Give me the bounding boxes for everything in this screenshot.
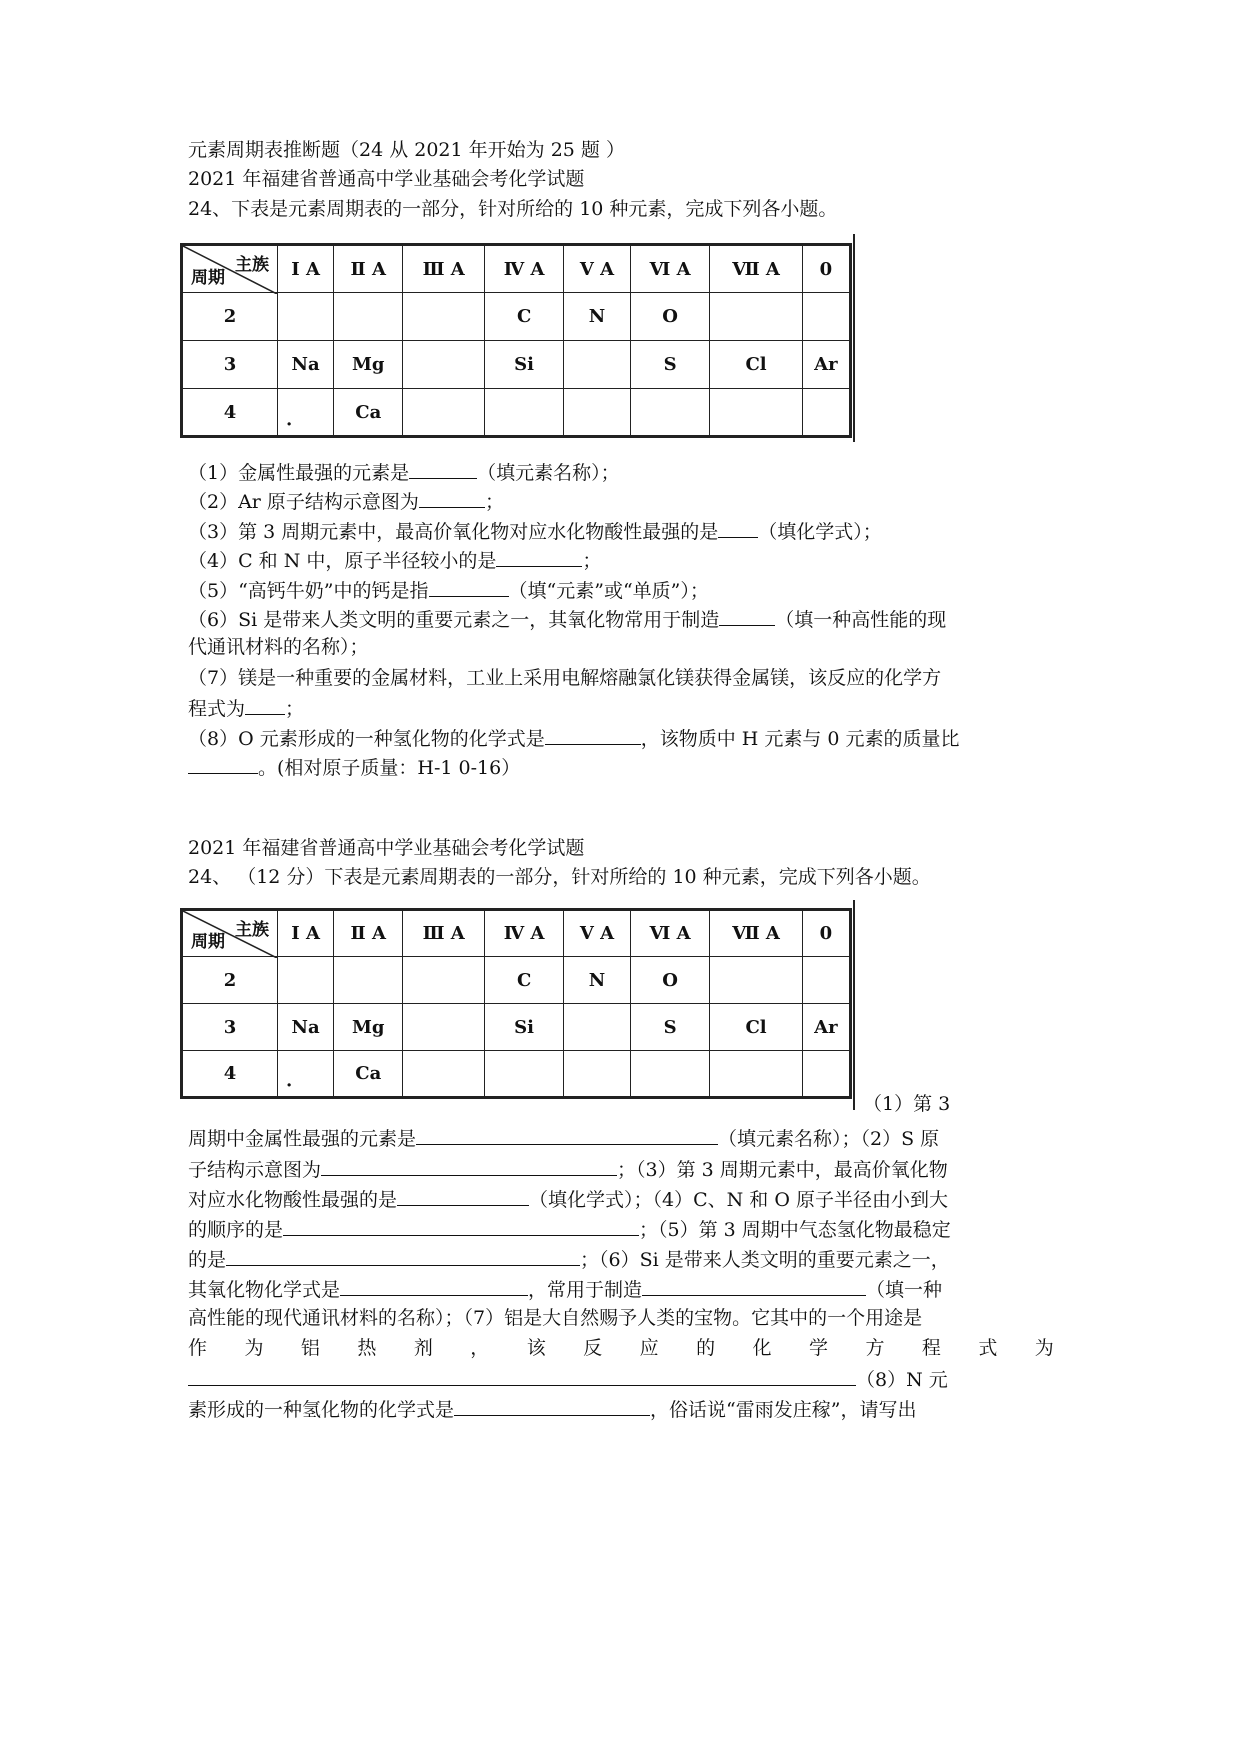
- element-cell: N: [564, 293, 631, 341]
- subq-6-cont: 代通讯材料的名称）；: [188, 636, 369, 658]
- subq-text: 对应水化物酸性最强的是: [188, 1189, 398, 1211]
- subq-text: （3）第 3 周期元素中，最高价氧化物对应水化物酸性最强的是: [188, 521, 719, 543]
- element-cell: Mg: [334, 1004, 403, 1051]
- subq-text: （填元素名称）；（2）S 原: [718, 1128, 940, 1150]
- answer-blank[interactable]: [454, 1395, 650, 1416]
- subq-8-cont: [188, 753, 520, 781]
- q2-line-9: [188, 1365, 948, 1393]
- group-header: Ⅳ A: [485, 245, 564, 293]
- subq-8: [188, 724, 960, 752]
- q2-line-4: [188, 1215, 951, 1243]
- answer-blank[interactable]: [416, 1124, 718, 1145]
- group-header: Ⅲ A: [403, 910, 485, 957]
- answer-blank[interactable]: [419, 487, 485, 508]
- spaced-char: 式: [978, 1337, 998, 1359]
- answer-blank[interactable]: [188, 753, 258, 774]
- answer-blank[interactable]: [321, 1155, 617, 1176]
- group-header: 0: [802, 910, 850, 957]
- answer-blank[interactable]: [188, 1365, 856, 1386]
- subq-text: 程式为: [188, 698, 246, 720]
- spaced-char: 应: [639, 1337, 659, 1359]
- spaced-char: 为: [1034, 1337, 1054, 1359]
- element-cell: [485, 1051, 564, 1098]
- subq-7: （7）镁是一种重要的金属材料，工业上采用电解熔融氯化镁获得金属镁，该反应的化学方: [188, 667, 942, 689]
- element-cell: Mg: [334, 341, 403, 389]
- element-cell: ·: [278, 389, 334, 437]
- subq-text: ；（6）Si 是带来人类文明的重要元素之一，: [580, 1249, 950, 1271]
- subq-text: 的是: [188, 1249, 227, 1271]
- answer-blank[interactable]: [496, 546, 582, 567]
- subq-text: ；: [285, 698, 305, 720]
- element-cell: [403, 293, 485, 341]
- subq-text: ，该物质中 H 元素与 0 元素的质量比: [640, 728, 960, 750]
- periodic-table-2: [180, 908, 852, 1099]
- q2-line-7: 高性能的现代通讯材料的名称）；（7）铝是大自然赐予人类的宝物。它其中的一个用途是: [188, 1307, 923, 1329]
- subq-text: （8）O 元素形成的一种氢化物的化学式是: [188, 728, 545, 750]
- subq-text: ；: [484, 491, 504, 513]
- group-header: Ⅴ A: [564, 245, 631, 293]
- element-cell: Si: [485, 341, 564, 389]
- element-cell: Ca: [334, 1051, 403, 1098]
- element-cell: [403, 389, 485, 437]
- group-header: Ⅱ A: [334, 910, 403, 957]
- group-header: Ⅵ A: [630, 910, 710, 957]
- element-cell: Na: [278, 1004, 334, 1051]
- subq-1: [188, 458, 620, 486]
- subq-5: [188, 576, 709, 604]
- subq-6: [188, 605, 946, 633]
- q2-line-1: [188, 1124, 939, 1152]
- answer-blank[interactable]: [719, 605, 775, 626]
- element-cell: Na: [278, 341, 334, 389]
- element-cell: [710, 957, 802, 1004]
- element-cell: [710, 293, 802, 341]
- subq-7-cont: [188, 694, 304, 722]
- element-cell: [710, 389, 802, 437]
- element-cell: [564, 341, 631, 389]
- q2-line-10: [188, 1395, 916, 1423]
- subq-2: [188, 487, 504, 515]
- question-24-intro: 24、下表是元素周期表的一部分，针对所给的 10 种元素，完成下列各小题。: [188, 198, 838, 220]
- period-label: 4: [182, 1051, 278, 1098]
- element-cell: [802, 293, 850, 341]
- spaced-char: 该: [526, 1337, 546, 1359]
- element-cell: N: [564, 957, 631, 1004]
- subq-text: 其氧化物化学式是: [188, 1279, 341, 1301]
- answer-blank[interactable]: [409, 458, 477, 479]
- table-edge-line: [853, 900, 855, 1110]
- period-label: 2: [182, 293, 278, 341]
- element-cell: [278, 957, 334, 1004]
- spaced-char: 为: [244, 1337, 264, 1359]
- element-cell: [802, 389, 850, 437]
- spaced-char: 铝: [300, 1337, 320, 1359]
- answer-blank[interactable]: [545, 724, 641, 745]
- subq-text: ，俗话说“雷雨发庄稼”，请写出: [650, 1399, 917, 1421]
- group-header: Ⅰ A: [278, 910, 334, 957]
- element-cell: [710, 1051, 802, 1098]
- subq-4: [188, 546, 601, 574]
- answer-blank[interactable]: [340, 1275, 528, 1296]
- subq-text: 周期中金属性最强的元素是: [188, 1128, 417, 1150]
- q2-line-2: [188, 1155, 948, 1183]
- answer-blank[interactable]: [226, 1245, 580, 1266]
- element-cell: [564, 1051, 631, 1098]
- element-cell: Ca: [334, 389, 403, 437]
- subq-text: （2）Ar 原子结构示意图为: [188, 491, 419, 513]
- subq-text: （1）金属性最强的元素是: [188, 462, 410, 484]
- subq-text: （4）C 和 N 中，原子半径较小的是: [188, 550, 497, 572]
- q2-subq-1-start: （1）第 3: [863, 1093, 951, 1115]
- element-cell: Si: [485, 1004, 564, 1051]
- element-cell: [403, 957, 485, 1004]
- element-cell: S: [630, 1004, 710, 1051]
- element-cell: [802, 1051, 850, 1098]
- spaced-char: 化: [752, 1337, 772, 1359]
- group-header: Ⅲ A: [403, 245, 485, 293]
- subq-text: ；（3）第 3 周期元素中，最高价氧化物: [617, 1159, 948, 1181]
- corner-group-label: 主族: [235, 920, 269, 940]
- element-cell: [403, 1051, 485, 1098]
- subq-3: [188, 517, 882, 545]
- period-label: 2: [182, 957, 278, 1004]
- element-cell: [334, 957, 403, 1004]
- element-cell: [564, 389, 631, 437]
- subq-text: （8）N 元: [856, 1369, 948, 1391]
- subq-text: ；: [582, 550, 602, 572]
- subq-text: ，常用于制造: [528, 1279, 643, 1301]
- element-cell: [630, 389, 710, 437]
- q2-line-6: [188, 1275, 942, 1303]
- period-label: 4: [182, 389, 278, 437]
- element-cell: S: [630, 341, 710, 389]
- element-cell: [564, 1004, 631, 1051]
- spaced-char: 反: [583, 1337, 603, 1359]
- subq-text: 。(相对原子质量：H-1 0-16）: [258, 757, 521, 779]
- spaced-char: 剂: [413, 1337, 433, 1359]
- worksheet-title: 元素周期表推断题（24 从 2021 年开始为 25 题 ）: [188, 139, 625, 161]
- element-cell: C: [485, 293, 564, 341]
- answer-blank[interactable]: [718, 517, 758, 538]
- q2-line-8: [188, 1335, 1054, 1361]
- q2-line-3: [188, 1185, 948, 1213]
- subq-text: （填一种高性能的现: [775, 609, 947, 631]
- subq-text: （5）“高钙牛奶”中的钙是指: [188, 580, 429, 602]
- periodic-table-1: [180, 243, 852, 438]
- exam-title-2: 2021 年福建省普通高中学业基础会考化学试题: [188, 837, 585, 859]
- group-header: Ⅵ A: [630, 245, 710, 293]
- element-cell: O: [630, 957, 710, 1004]
- answer-blank[interactable]: [429, 576, 509, 597]
- subq-text: 的顺序的是: [188, 1219, 284, 1241]
- table-corner-header: [182, 245, 278, 293]
- element-cell: O: [630, 293, 710, 341]
- corner-period-label: 周期: [191, 932, 225, 952]
- answer-blank[interactable]: [283, 1215, 639, 1236]
- spaced-char: ，: [470, 1337, 490, 1359]
- subq-text: 子结构示意图为: [188, 1159, 322, 1181]
- element-cell: [802, 957, 850, 1004]
- spaced-char: 程: [921, 1337, 941, 1359]
- group-header: Ⅶ A: [710, 245, 802, 293]
- q2-line-5: [188, 1245, 950, 1273]
- answer-blank[interactable]: [642, 1275, 866, 1296]
- element-cell: Ar: [802, 1004, 850, 1051]
- element-cell: ·: [278, 1051, 334, 1098]
- element-cell: [278, 293, 334, 341]
- corner-period-label: 周期: [191, 268, 225, 288]
- subq-text: （填元素名称）；: [477, 462, 620, 484]
- subq-text: 素形成的一种氢化物的化学式是: [188, 1399, 455, 1421]
- group-header: Ⅴ A: [564, 910, 631, 957]
- table-edge-line: [853, 234, 855, 442]
- element-cell: C: [485, 957, 564, 1004]
- subq-text: （填“元素”或“单质”）；: [508, 580, 709, 602]
- element-cell: Cl: [710, 341, 802, 389]
- element-cell: Cl: [710, 1004, 802, 1051]
- group-header: Ⅱ A: [334, 245, 403, 293]
- element-cell: [403, 1004, 485, 1051]
- period-label: 3: [182, 341, 278, 389]
- subq-text: （6）Si 是带来人类文明的重要元素之一，其氧化物常用于制造: [188, 609, 720, 631]
- spaced-char: 的: [696, 1337, 716, 1359]
- period-label: 3: [182, 1004, 278, 1051]
- group-header: Ⅰ A: [278, 245, 334, 293]
- element-cell: Ar: [802, 341, 850, 389]
- question-24-intro-2: 24、 （12 分）下表是元素周期表的一部分，针对所给的 10 种元素，完成下列各小题。: [188, 866, 931, 888]
- subq-text: （填一种: [866, 1279, 943, 1301]
- spaced-char: 热: [357, 1337, 377, 1359]
- group-header: Ⅳ A: [485, 910, 564, 957]
- element-cell: [403, 341, 485, 389]
- spaced-char: 作: [188, 1337, 208, 1359]
- exam-title-1: 2021 年福建省普通高中学业基础会考化学试题: [188, 168, 585, 190]
- answer-blank[interactable]: [397, 1185, 529, 1206]
- spaced-char: 方: [865, 1337, 885, 1359]
- group-header: 0: [802, 245, 850, 293]
- element-cell: [630, 1051, 710, 1098]
- table-corner-header: [182, 910, 278, 957]
- corner-group-label: 主族: [235, 255, 269, 275]
- subq-text: ；（5）第 3 周期中气态氢化物最稳定: [639, 1219, 951, 1241]
- group-header: Ⅶ A: [710, 910, 802, 957]
- answer-blank[interactable]: [245, 694, 285, 715]
- spaced-char: 学: [808, 1337, 828, 1359]
- element-cell: [334, 293, 403, 341]
- subq-text: （填化学式）；: [758, 521, 882, 543]
- subq-text: （填化学式）；（4）C、N 和 O 原子半径由小到大: [529, 1189, 948, 1211]
- element-cell: [485, 389, 564, 437]
